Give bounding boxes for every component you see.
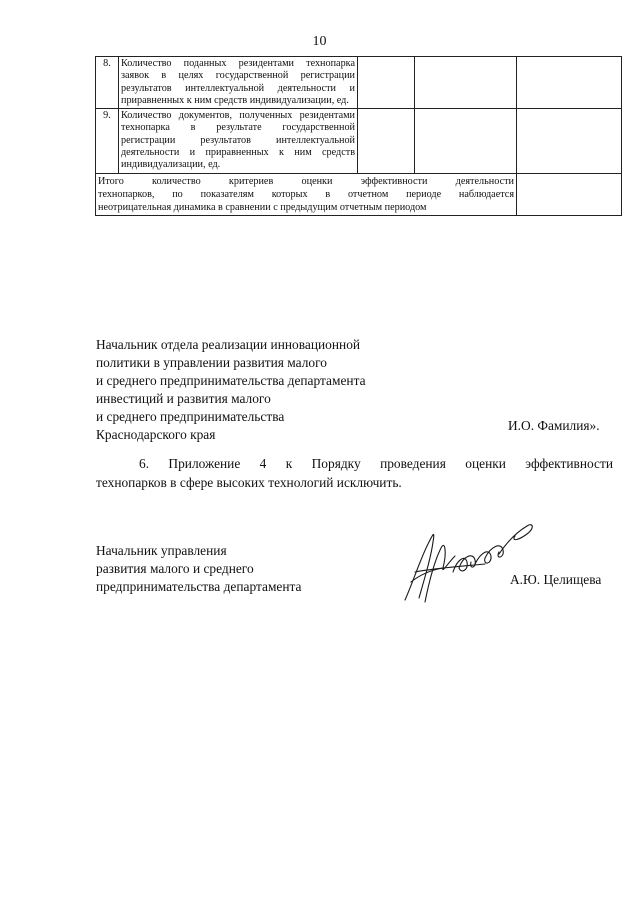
- table-row: [96, 57, 622, 109]
- signatory-name-2: А.Ю. Целищева: [510, 572, 602, 587]
- handwritten-signature: [395, 512, 545, 612]
- position-line: Краснодарского края: [96, 427, 216, 443]
- value-cell: [517, 57, 622, 109]
- criterion-text: Количество документов, полученных резидентами технопарка в результате государственной регистрации результатов интеллектуальной деятельности и приравненных к ним средств индивидуализации, ед.: [119, 109, 358, 173]
- value-cell: [358, 109, 415, 173]
- row-number: 9.: [96, 109, 119, 173]
- total-line: Итого количество критериев оценки эффективности деятельности: [98, 175, 514, 187]
- total-text: [96, 173, 517, 215]
- total-line: технопарков, по показателям которых в отчетном периоде наблюдается: [98, 188, 514, 200]
- value-cell: [358, 57, 415, 109]
- row-number: 8.: [96, 57, 119, 109]
- position-line: политики в управлении развития малого: [96, 355, 327, 371]
- value-cell: [415, 109, 517, 173]
- position-line: и среднего предпринимательства департамента: [96, 373, 366, 389]
- paragraph-6: [96, 454, 613, 492]
- table-row: [96, 109, 622, 173]
- criterion-text: Количество поданных резидентами технопарка заявок в целях государственной регистрации результатов интеллектуальной деятельности и приравненных к ним средств индивидуализации, ед.: [119, 57, 358, 109]
- position-line: предпринимательства департамента: [96, 579, 302, 595]
- total-line: неотрицательная динамика в сравнении с предыдущим отчетным периодом: [98, 201, 427, 213]
- position-line: и среднего предпринимательства: [96, 409, 285, 425]
- page-number: 10: [312, 34, 327, 49]
- signature-block-1: [96, 336, 366, 445]
- value-cell: [517, 109, 622, 173]
- criteria-table: [95, 56, 622, 216]
- paragraph-line: 6. Приложение 4 к Порядку проведения оценки эффективности: [139, 456, 613, 471]
- value-cell: [517, 173, 622, 215]
- position-line: развития малого и среднего: [96, 561, 254, 577]
- table-row-total: [96, 173, 622, 215]
- signatory-name-1: И.О. Фамилия».: [508, 418, 600, 433]
- position-line: инвестиций и развития малого: [96, 391, 271, 407]
- position-line: Начальник управления: [96, 543, 227, 558]
- paragraph-line: технопарков в сфере высоких технологий исключить.: [96, 475, 402, 490]
- position-line: Начальник отдела реализации инновационной: [96, 337, 361, 352]
- signature-block-2: [96, 542, 301, 596]
- value-cell: [415, 57, 517, 109]
